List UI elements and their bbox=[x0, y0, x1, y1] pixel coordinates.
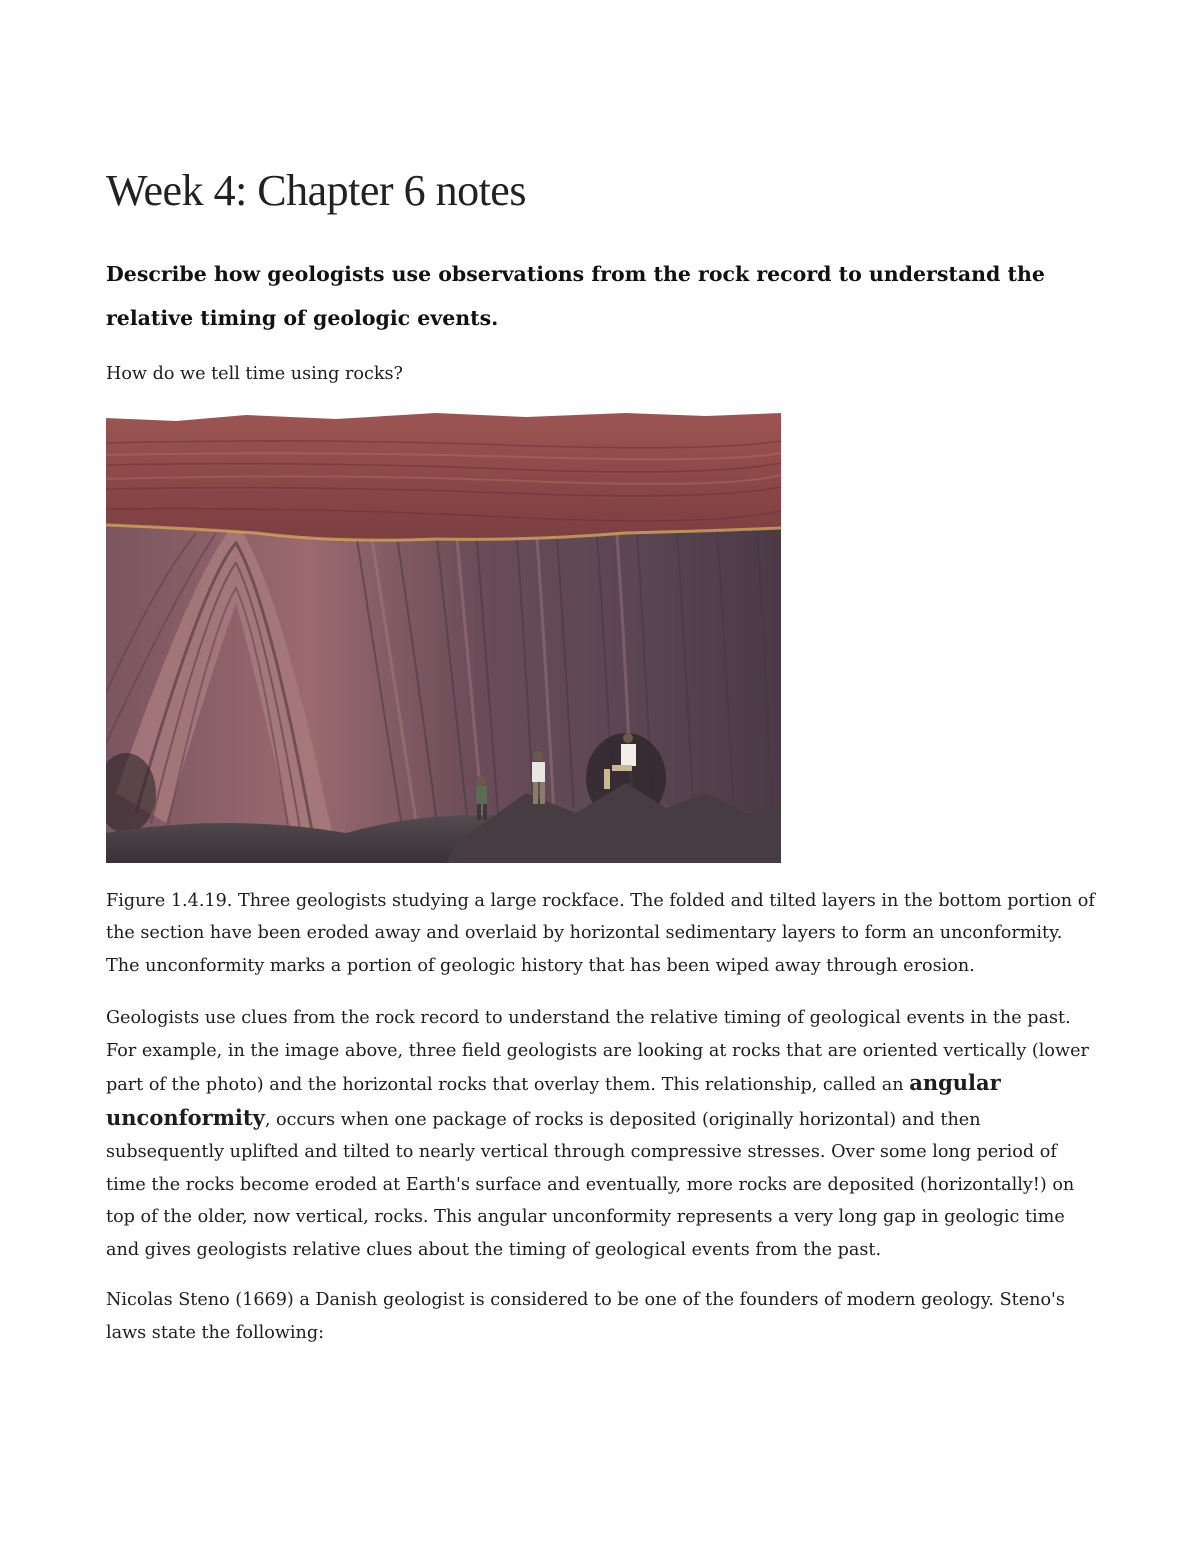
paragraph-text-before: Geologists use clues from the rock record to understand the relative timing of geological events in the past. For example, in the image above, three field geologists are looking at rocks that are oriented vertically (lower part of the photo) and the horizontal rocks that overlay them. This relationship, called an bbox=[106, 1008, 1089, 1095]
term-angular-unconformity: angular unconformity bbox=[106, 1070, 1001, 1130]
intro-question: How do we tell time using rocks? bbox=[106, 364, 403, 384]
paragraph-text-after: , occurs when one package of rocks is deposited (originally horizontal) and then subsequently uplifted and tilted to nearly vertical through compressive stresses. Over some long period of time the rocks become eroded at Earth's surface and eventually, more rocks are deposited (horizontally!) on top of the older, now vertical, rocks. This angular unconformity represents a very long gap in geologic time and gives geologists relative clues about the timing of geological events from the past. bbox=[106, 1109, 1075, 1260]
document-page bbox=[106, 160, 1096, 1367]
learning-objective: Describe how geologists use observations from the rock record to understand the relative timing of geologic events. bbox=[106, 262, 1045, 330]
figure-caption: Figure 1.4.19. Three geologists studying a large rockface. The folded and tilted layers in the bottom portion of the section have been eroded away and overlaid by horizontal sedimentary layers to form an unconformity. The unconformity marks a portion of geologic history that has been wiped away through erosion. bbox=[106, 890, 1095, 976]
rockface-photo bbox=[106, 413, 781, 863]
paragraph-angular-unconformity bbox=[106, 1002, 1096, 1266]
paragraph-steno: Nicolas Steno (1669) a Danish geologist is considered to be one of the founders of modern geology. Steno's laws state the following: bbox=[106, 1290, 1065, 1343]
page-title: Week 4: Chapter 6 notes bbox=[106, 166, 526, 215]
